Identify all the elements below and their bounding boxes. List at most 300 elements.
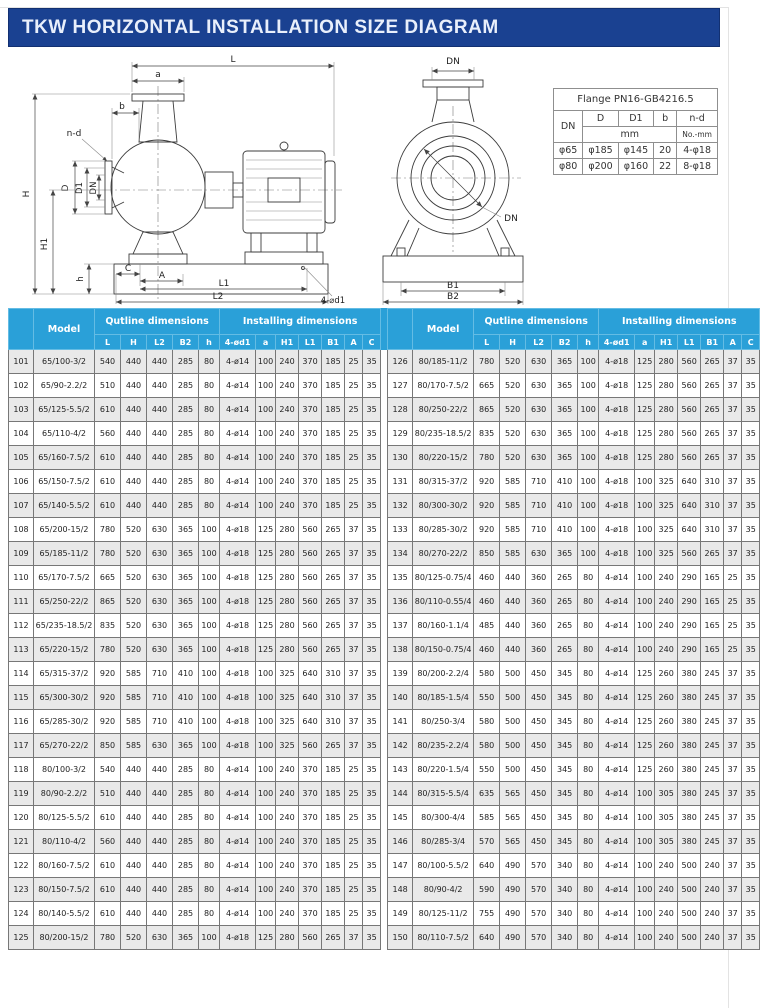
model-cell: 65/270-22/2 [34,734,95,758]
dim-cell: 585 [500,494,526,518]
dim-cell: 125 [256,926,276,950]
dim-cell: 285 [173,422,199,446]
table-row [388,806,760,830]
dim-cell: 4-ø14 [599,758,635,782]
dim-cell: 285 [173,854,199,878]
dim-cell: 245 [701,806,724,830]
flange-cell: φ160 [618,159,653,175]
dim-cell: 37 [724,350,742,374]
dim-cell: 125 [256,638,276,662]
dim-cell: 280 [655,350,678,374]
dim-cell: 100 [256,662,276,686]
dim-cell: 35 [742,806,760,830]
dim-cell: 305 [655,806,678,830]
dim-cell: 630 [147,566,173,590]
dim-cell: 35 [742,782,760,806]
model-cell: 80/185-11/2 [413,350,474,374]
dim-cell: 500 [500,710,526,734]
dim-cell: 560 [299,638,322,662]
table-row [388,470,760,494]
dim-label-a: a [155,70,161,80]
dim-cell: 37 [345,686,363,710]
dim-cell: 310 [322,662,345,686]
dim-cell: 4-ø14 [599,566,635,590]
dim-cell: 4-ø18 [599,398,635,422]
dim-cell: 920 [95,662,121,686]
dim-cell: 500 [678,926,701,950]
dim-cell: 780 [95,542,121,566]
dim-cell: 25 [724,590,742,614]
dim-cell: 100 [199,638,220,662]
dim-cell: 280 [655,374,678,398]
dim-cell: 665 [95,566,121,590]
dim-cell: 4-ø14 [599,782,635,806]
dim-cell: 560 [299,590,322,614]
dim-cell: 35 [363,662,381,686]
dim-cell: 100 [256,758,276,782]
dim-cell: 4-ø14 [599,590,635,614]
dim-cell: 500 [678,854,701,878]
table-row [9,758,381,782]
dim-cell: 640 [678,518,701,542]
dim-cell: 610 [95,398,121,422]
dim-cell: 4-ø18 [599,542,635,566]
dim-cell: 500 [500,686,526,710]
outline-dimensions-header: Qutline dimensions [95,309,220,335]
dim-cell: 4-ø14 [599,806,635,830]
side-view-dimensions [22,55,345,306]
dim-cell: 100 [578,518,599,542]
dim-cell: 125 [635,422,655,446]
dim-cell: 4-ø14 [220,830,256,854]
dim-cell: 365 [552,422,578,446]
flange-col-nd: n-d [677,111,718,127]
dim-cell: 640 [299,686,322,710]
dim-cell: 265 [701,542,724,566]
dim-cell: 610 [95,806,121,830]
row-number: 116 [9,710,34,734]
dim-cell: 325 [276,662,299,686]
dim-cell: 450 [526,830,552,854]
dimension-table-right [387,308,760,950]
dim-cell: 80 [578,686,599,710]
dim-label-h: h [76,276,86,282]
flange-cell: φ185 [583,143,618,159]
model-cell: 65/220-15/2 [34,638,95,662]
dim-cell: 450 [526,782,552,806]
dim-cell: 4-ø18 [220,614,256,638]
dim-cell: 37 [345,590,363,614]
table-row [9,422,381,446]
col-H1: H1 [655,335,678,350]
dim-cell: 280 [655,446,678,470]
dim-cell: 920 [95,686,121,710]
dim-cell: 100 [199,686,220,710]
dim-cell: 520 [500,350,526,374]
row-number: 102 [9,374,34,398]
dim-cell: 35 [363,686,381,710]
dim-cell: 380 [678,734,701,758]
dim-cell: 520 [500,422,526,446]
dim-cell: 630 [147,518,173,542]
row-number: 141 [388,710,413,734]
dim-cell: 35 [363,590,381,614]
dim-cell: 280 [276,638,299,662]
dim-cell: 35 [363,542,381,566]
col-L1: L1 [678,335,701,350]
dim-cell: 25 [345,470,363,494]
dim-cell: 370 [299,422,322,446]
dim-cell: 440 [121,446,147,470]
dim-cell: 4-ø14 [599,734,635,758]
dim-cell: 440 [121,758,147,782]
dim-cell: 440 [147,494,173,518]
dim-cell: 100 [199,710,220,734]
dim-cell: 280 [276,590,299,614]
dim-cell: 640 [678,494,701,518]
dim-cell: 35 [742,614,760,638]
dim-cell: 265 [701,446,724,470]
dim-cell: 920 [474,518,500,542]
dim-cell: 265 [322,734,345,758]
dim-cell: 240 [701,926,724,950]
dim-cell: 440 [147,446,173,470]
dim-cell: 285 [173,830,199,854]
dim-cell: 35 [363,566,381,590]
flange-table-title: Flange PN16-GB4216.5 [553,89,717,111]
dim-cell: 440 [121,374,147,398]
table-row [9,350,381,374]
dim-label-D: D [61,184,71,192]
dim-cell: 310 [701,470,724,494]
row-number: 143 [388,758,413,782]
dim-cell: 100 [199,662,220,686]
dim-cell: 265 [552,566,578,590]
flange-col-b: b [654,111,677,127]
row-number: 105 [9,446,34,470]
dim-cell: 4-ø18 [220,926,256,950]
table-row [9,374,381,398]
dim-cell: 440 [121,878,147,902]
dim-cell: 80 [578,878,599,902]
dim-cell: 520 [500,398,526,422]
table-row [9,494,381,518]
dim-cell: 290 [678,638,701,662]
dim-cell: 710 [147,686,173,710]
dim-cell: 265 [552,638,578,662]
dim-cell: 520 [500,374,526,398]
dim-cell: 37 [724,830,742,854]
dim-cell: 520 [121,590,147,614]
dim-cell: 570 [526,854,552,878]
dim-cell: 4-ø14 [220,422,256,446]
dim-cell: 35 [363,902,381,926]
dim-cell: 80 [578,710,599,734]
dim-cell: 35 [742,374,760,398]
col-h: h [578,335,599,350]
dim-cell: 37 [345,926,363,950]
dim-cell: 450 [526,806,552,830]
dim-cell: 370 [299,758,322,782]
dim-cell: 185 [322,422,345,446]
dim-cell: 630 [526,542,552,566]
dim-cell: 100 [199,614,220,638]
dim-cell: 280 [276,566,299,590]
dim-cell: 37 [345,566,363,590]
dim-cell: 520 [500,446,526,470]
dim-cell: 4-ø18 [220,734,256,758]
dim-cell: 4-ø14 [220,398,256,422]
dim-cell: 185 [322,806,345,830]
dim-cell: 920 [474,494,500,518]
table-row [9,518,381,542]
dim-cell: 185 [322,902,345,926]
dim-cell: 4-ø14 [599,686,635,710]
table-row [9,446,381,470]
row-number: 139 [388,662,413,686]
model-cell: 80/250-3/4 [413,710,474,734]
dim-cell: 460 [474,590,500,614]
table-row [388,902,760,926]
dim-cell: 125 [635,662,655,686]
dim-cell: 325 [276,686,299,710]
dim-cell: 370 [299,854,322,878]
dim-cell: 365 [173,734,199,758]
dim-cell: 585 [500,470,526,494]
dim-cell: 240 [701,902,724,926]
flange-col-dn: DN [553,111,582,143]
model-cell: 80/315-37/2 [413,470,474,494]
dim-cell: 265 [322,926,345,950]
dim-cell: 100 [578,542,599,566]
dim-cell: 25 [345,398,363,422]
dim-cell: 245 [701,662,724,686]
dim-cell: 35 [742,830,760,854]
table-row [388,446,760,470]
dim-cell: 345 [552,734,578,758]
dim-cell: 185 [322,782,345,806]
dim-cell: 560 [95,830,121,854]
col-H: H [121,335,147,350]
dim-cell: 125 [635,734,655,758]
dim-cell: 185 [322,878,345,902]
dim-cell: 35 [363,614,381,638]
dim-cell: 100 [256,422,276,446]
drawing-section [8,50,720,306]
col-B2: B2 [173,335,199,350]
dim-cell: 380 [678,662,701,686]
table-row [388,710,760,734]
dim-cell: 610 [95,446,121,470]
table-row [388,662,760,686]
dimension-tables [8,308,756,950]
model-cell: 80/220-15/2 [413,446,474,470]
dim-cell: 285 [173,782,199,806]
dim-cell: 290 [678,614,701,638]
dim-cell: 35 [363,782,381,806]
dim-cell: 100 [256,854,276,878]
dim-cell: 710 [147,710,173,734]
col-C: C [363,335,381,350]
dim-cell: 100 [199,566,220,590]
dim-cell: 325 [276,710,299,734]
dim-cell: 610 [95,854,121,878]
flange-col-d: D [583,111,618,127]
dim-cell: 100 [578,494,599,518]
dim-cell: 365 [173,590,199,614]
dim-cell: 35 [742,878,760,902]
dim-cell: 100 [635,638,655,662]
dim-cell: 460 [474,566,500,590]
dim-cell: 35 [363,926,381,950]
dim-cell: 285 [173,806,199,830]
dim-cell: 37 [724,470,742,494]
model-cell: 65/185-11/2 [34,542,95,566]
dim-cell: 440 [121,398,147,422]
dim-cell: 35 [742,566,760,590]
dim-cell: 920 [474,470,500,494]
flange-cell: 22 [654,159,677,175]
dim-cell: 35 [363,710,381,734]
dim-cell: 325 [655,518,678,542]
dim-cell: 240 [655,614,678,638]
dim-cell: 285 [173,446,199,470]
dim-cell: 280 [276,614,299,638]
dim-cell: 440 [500,590,526,614]
dim-cell: 585 [121,710,147,734]
dim-cell: 4-ø14 [599,662,635,686]
dim-cell: 325 [655,470,678,494]
col-A: A [345,335,363,350]
dim-cell: 360 [526,566,552,590]
model-cell: 80/125-5.5/2 [34,806,95,830]
table-row [388,758,760,782]
dim-cell: 370 [299,350,322,374]
row-number: 133 [388,518,413,542]
row-number: 121 [9,830,34,854]
dim-cell: 380 [678,830,701,854]
dim-cell: 440 [121,902,147,926]
dim-cell: 520 [121,542,147,566]
dim-cell: 370 [299,878,322,902]
dim-cell: 4-ø14 [599,710,635,734]
dim-cell: 440 [147,878,173,902]
dim-cell: 440 [121,830,147,854]
dim-cell: 520 [121,566,147,590]
dim-cell: 260 [655,686,678,710]
dim-cell: 4-ø18 [220,710,256,734]
dim-cell: 325 [276,734,299,758]
dim-cell: 570 [526,878,552,902]
dim-cell: 520 [121,518,147,542]
dim-cell: 285 [173,350,199,374]
dim-cell: 185 [322,398,345,422]
model-cell: 80/200-15/2 [34,926,95,950]
dim-cell: 345 [552,686,578,710]
dim-cell: 37 [345,734,363,758]
dim-cell: 440 [147,758,173,782]
title-bar [8,8,720,47]
dim-cell: 35 [742,590,760,614]
table-row [9,710,381,734]
dim-cell: 550 [474,686,500,710]
dim-cell: 4-ø14 [599,614,635,638]
dim-cell: 440 [121,494,147,518]
table-row [9,878,381,902]
dim-cell: 4-ø14 [220,902,256,926]
row-number: 118 [9,758,34,782]
dim-cell: 35 [363,854,381,878]
dim-cell: 610 [95,470,121,494]
dim-cell: 440 [500,638,526,662]
dim-label-B1: B1 [447,281,459,291]
col-L2: L2 [526,335,552,350]
dim-cell: 265 [322,518,345,542]
row-number: 147 [388,854,413,878]
dim-label-B2: B2 [447,292,459,302]
dim-cell: 25 [345,758,363,782]
row-number-header [9,309,34,350]
col-L2: L2 [147,335,173,350]
dim-cell: 710 [147,662,173,686]
row-number: 123 [9,878,34,902]
dim-cell: 240 [655,566,678,590]
dim-cell: 185 [322,854,345,878]
dim-cell: 125 [635,710,655,734]
dim-cell: 35 [742,926,760,950]
dim-label-C: C [124,264,132,274]
dim-cell: 100 [635,494,655,518]
model-cell: 80/285-30/2 [413,518,474,542]
row-number: 145 [388,806,413,830]
table-row [9,662,381,686]
dim-cell: 240 [655,926,678,950]
model-cell: 80/300-4/4 [413,806,474,830]
dim-cell: 80 [199,446,220,470]
dim-cell: 100 [635,542,655,566]
row-number: 113 [9,638,34,662]
dim-cell: 290 [678,590,701,614]
col-B1: B1 [701,335,724,350]
dim-cell: 410 [173,710,199,734]
dim-cell: 35 [363,518,381,542]
dim-cell: 440 [147,470,173,494]
dim-cell: 245 [701,758,724,782]
dim-cell: 100 [199,590,220,614]
dim-cell: 80 [199,422,220,446]
model-cell: 80/125-11/2 [413,902,474,926]
dim-cell: 370 [299,398,322,422]
dim-label-L2: L2 [212,292,224,302]
dim-cell: 450 [526,758,552,782]
dim-cell: 100 [256,350,276,374]
dim-cell: 100 [578,446,599,470]
dim-cell: 260 [655,758,678,782]
dim-cell: 370 [299,830,322,854]
dim-cell: 25 [345,494,363,518]
installing-dimensions-header: Installing dimensions [599,309,760,335]
dim-cell: 560 [678,350,701,374]
row-number: 134 [388,542,413,566]
dim-cell: 360 [526,614,552,638]
model-cell: 65/300-30/2 [34,686,95,710]
model-cell: 80/125-0.75/4 [413,566,474,590]
dim-label-DN-side: DN [504,214,518,224]
dim-cell: 100 [199,518,220,542]
row-number: 126 [388,350,413,374]
dim-cell: 100 [635,902,655,926]
dim-cell: 560 [299,926,322,950]
